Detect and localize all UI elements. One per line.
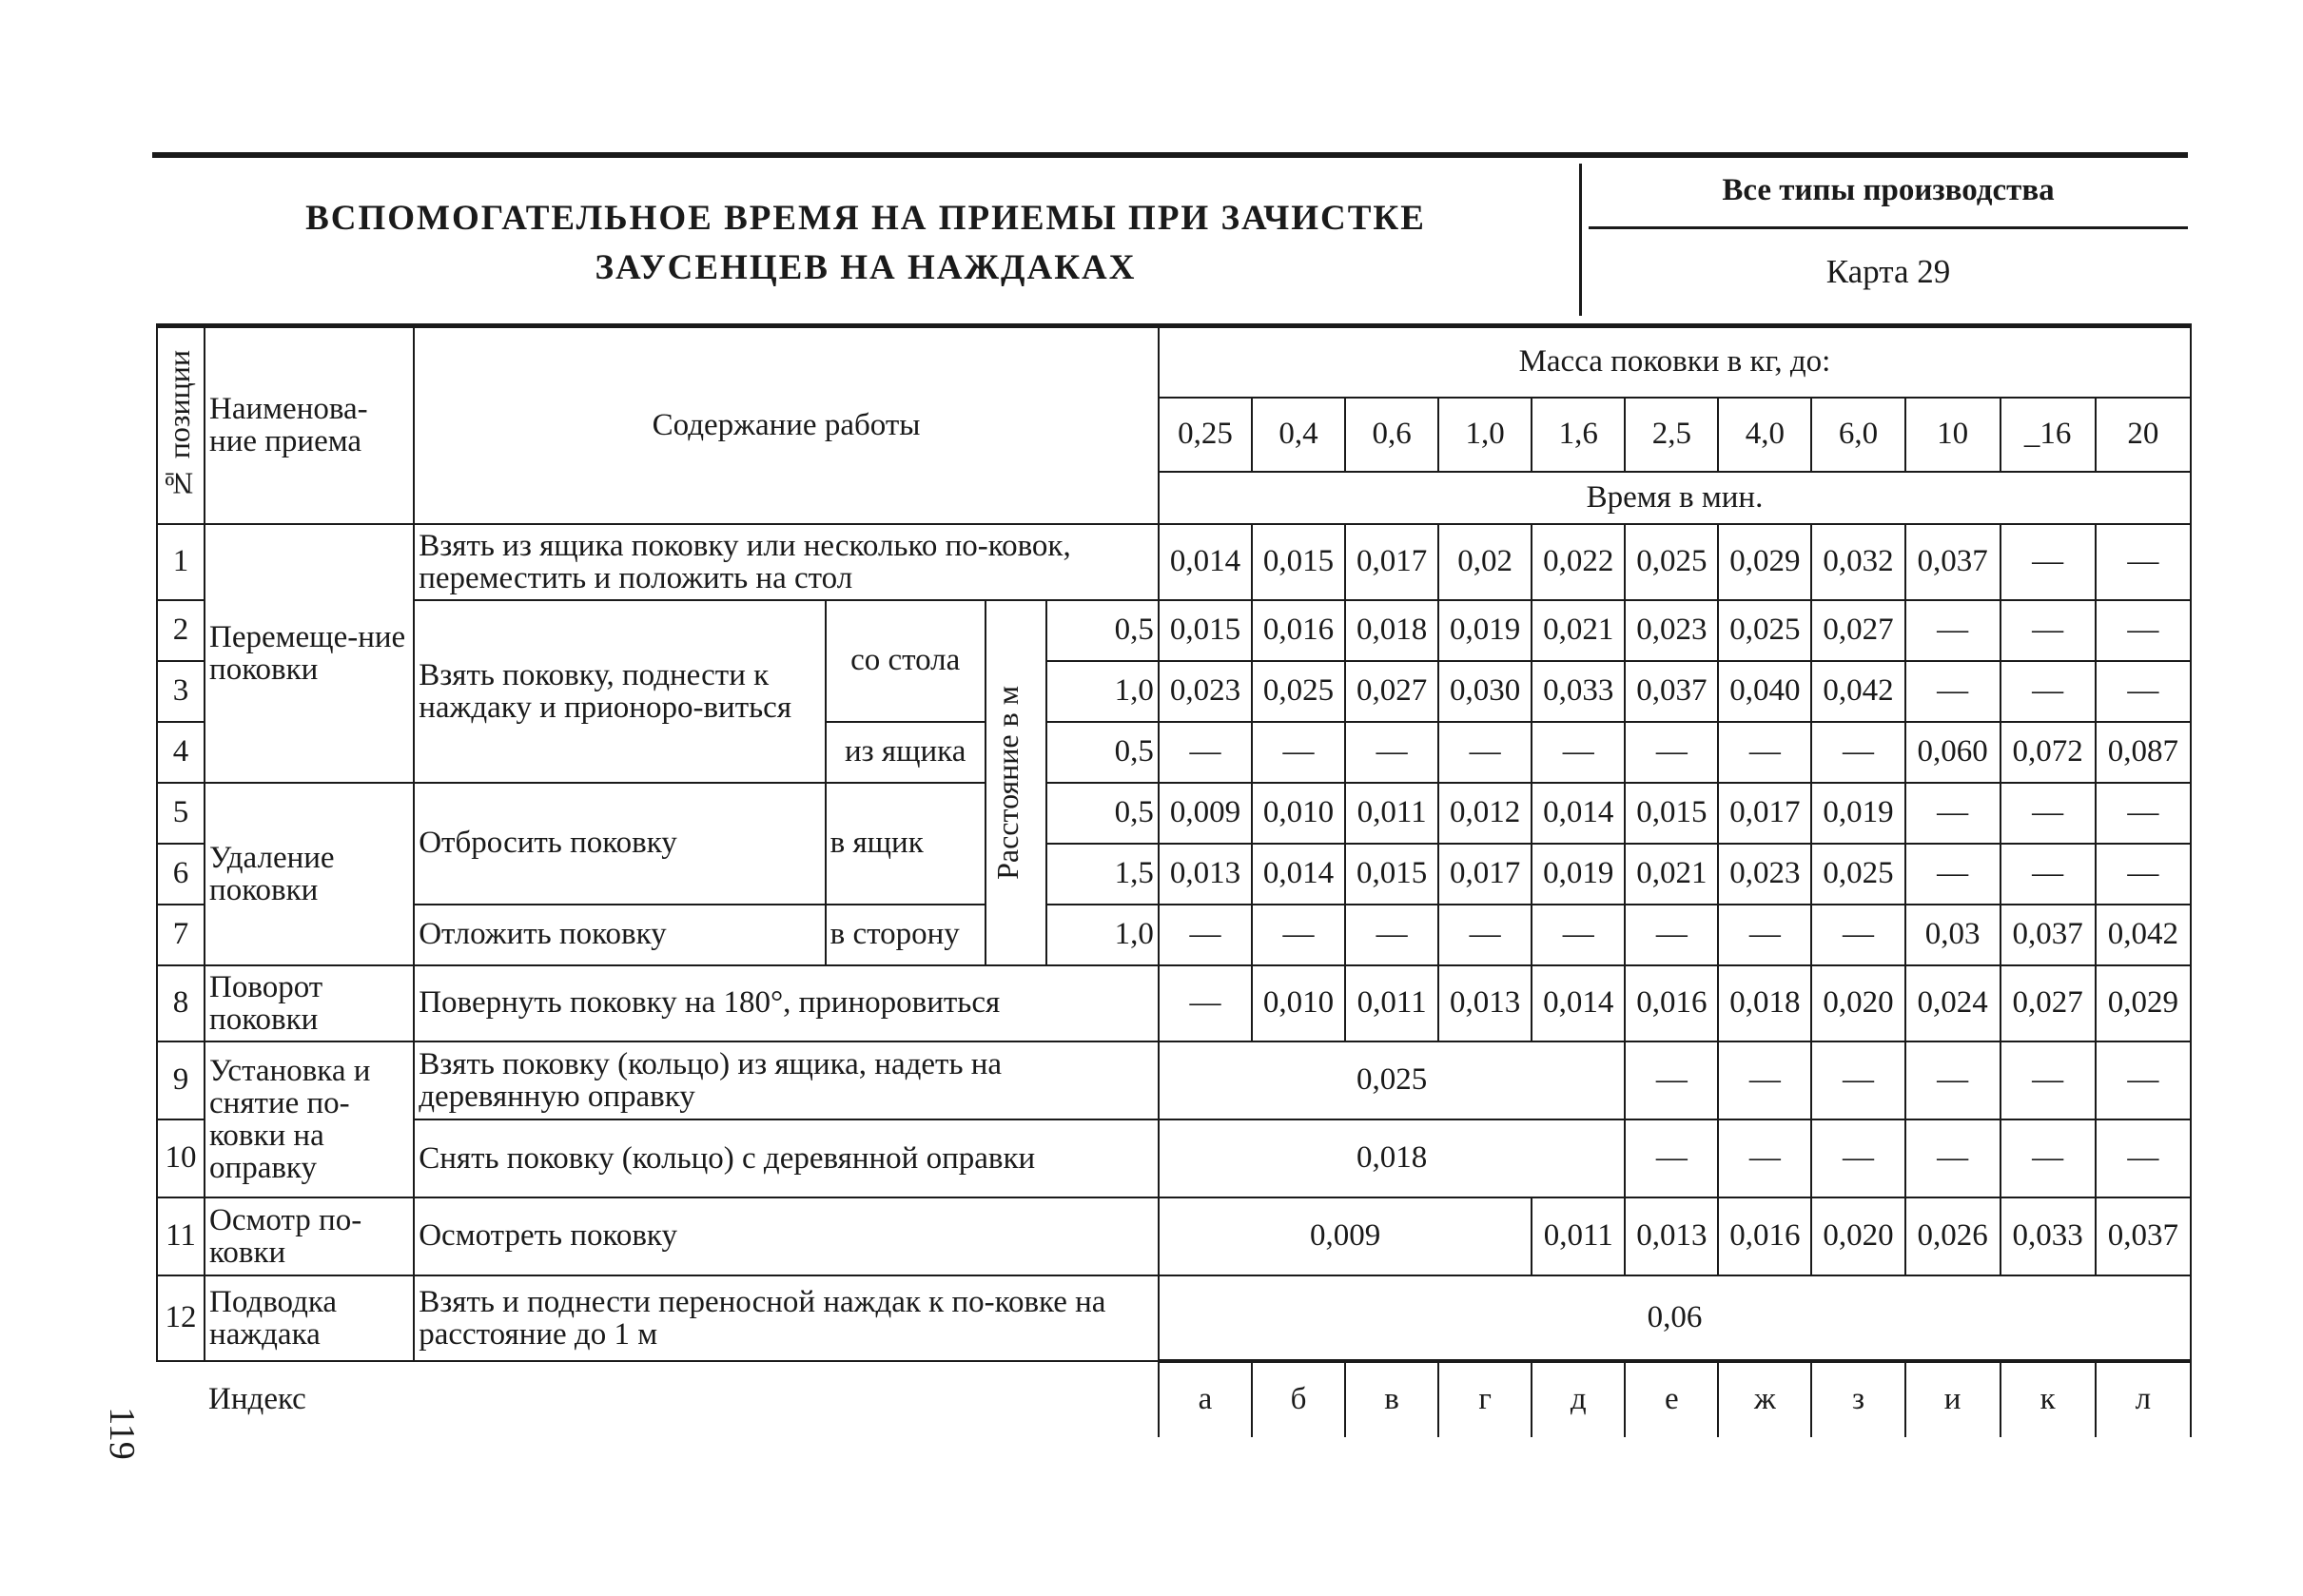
- cell: —: [2000, 1119, 2096, 1197]
- distance-value: 1,0: [1046, 661, 1159, 722]
- index-letter: л: [2096, 1361, 2191, 1437]
- merged-value: 0,025: [1159, 1041, 1625, 1119]
- cell: 0,014: [1252, 844, 1345, 905]
- mass-9: _16: [2000, 398, 2096, 472]
- row-no: 6: [157, 844, 205, 905]
- row-name: Подводка наждака: [205, 1275, 414, 1361]
- cell: —: [1625, 722, 1718, 783]
- index-letter: е: [1625, 1361, 1718, 1437]
- cell: 0,011: [1532, 1197, 1625, 1275]
- mass-3: 1,0: [1438, 398, 1532, 472]
- merged-value: 0,018: [1159, 1119, 1625, 1197]
- row-no: 5: [157, 783, 205, 844]
- cell: 0,017: [1718, 783, 1811, 844]
- cell: 0,037: [2000, 905, 2096, 965]
- cell: 0,037: [1905, 524, 2000, 600]
- header-separator: [1579, 164, 1582, 316]
- cell: —: [1718, 722, 1811, 783]
- row-content: Снять поковку (кольцо) с деревянной оправки: [414, 1119, 1159, 1197]
- cell: —: [1159, 722, 1252, 783]
- cell: —: [2000, 661, 2096, 722]
- cell: —: [2096, 524, 2191, 600]
- distance-value: 1,0: [1046, 905, 1159, 965]
- cell: —: [1625, 905, 1718, 965]
- row-name: Осмотр по-ковки: [205, 1197, 414, 1275]
- cell: 0,033: [1532, 661, 1625, 722]
- cell: 0,026: [1905, 1197, 2000, 1275]
- cell: 0,015: [1252, 524, 1345, 600]
- document-title: [152, 194, 1579, 293]
- cell: 0,010: [1252, 783, 1345, 844]
- row-content: Взять поковку (кольцо) из ящика, надеть на деревянную оправку: [414, 1041, 1159, 1119]
- cell: —: [2096, 844, 2191, 905]
- cell: 0,042: [1811, 661, 1904, 722]
- cell: 0,016: [1718, 1197, 1811, 1275]
- cell: —: [1718, 1119, 1811, 1197]
- cell: —: [1905, 1041, 2000, 1119]
- cell: —: [1905, 600, 2000, 661]
- index-letter: г: [1438, 1361, 1532, 1437]
- row-no: 1: [157, 524, 205, 600]
- cell: —: [2096, 783, 2191, 844]
- mass-4: 1,6: [1532, 398, 1625, 472]
- production-types: Все типы производства: [1722, 173, 2055, 207]
- table-row: [157, 600, 2191, 661]
- cell: —: [1905, 783, 2000, 844]
- cell: —: [1905, 661, 2000, 722]
- title-line-1: ВСПОМОГАТЕЛЬНОЕ ВРЕМЯ НА ПРИЕМЫ ПРИ ЗАЧИСТКЕ: [305, 199, 1426, 238]
- cell: —: [1811, 722, 1904, 783]
- cell: 0,027: [1811, 600, 1904, 661]
- distance-value: 1,5: [1046, 844, 1159, 905]
- cell: 0,020: [1811, 965, 1904, 1041]
- document-header: [152, 152, 2188, 316]
- from-table: со стола: [826, 600, 986, 722]
- to-side: в сторону: [826, 905, 986, 965]
- cell: 0,019: [1532, 844, 1625, 905]
- cell: —: [1811, 1119, 1904, 1197]
- distance-value: 0,5: [1046, 600, 1159, 661]
- title-line-2: ЗАУСЕНЦЕВ НА НАЖДАКАХ: [595, 248, 1137, 287]
- cell: 0,013: [1625, 1197, 1718, 1275]
- cell: —: [2000, 783, 2096, 844]
- index-letter: и: [1905, 1361, 2000, 1437]
- index-letter: з: [1811, 1361, 1904, 1437]
- table-row: [157, 783, 2191, 844]
- row-no: 4: [157, 722, 205, 783]
- table-row: [157, 1119, 2191, 1197]
- cell: 0,020: [1811, 1197, 1904, 1275]
- cell: —: [1625, 1041, 1718, 1119]
- cell: —: [1438, 905, 1532, 965]
- cell: —: [2000, 1041, 2096, 1119]
- mass-8: 10: [1905, 398, 2000, 472]
- distance-header: Расстояние в м: [986, 600, 1046, 965]
- cell: —: [1252, 722, 1345, 783]
- cell: —: [1811, 905, 1904, 965]
- mass-6: 4,0: [1718, 398, 1811, 472]
- cell: —: [1625, 1119, 1718, 1197]
- index-row: [157, 1361, 2191, 1437]
- table-row: [157, 524, 2191, 600]
- row-content: Отложить поковку: [414, 905, 825, 965]
- row-name: Поворот поковки: [205, 965, 414, 1041]
- cell: 0,022: [1532, 524, 1625, 600]
- cell: —: [1532, 905, 1625, 965]
- header-rule: [152, 152, 2188, 158]
- cell: —: [1159, 905, 1252, 965]
- cell: 0,025: [1811, 844, 1904, 905]
- cell: —: [2000, 524, 2096, 600]
- cell: —: [1811, 1041, 1904, 1119]
- cell: 0,025: [1252, 661, 1345, 722]
- mass-2: 0,6: [1345, 398, 1438, 472]
- mass-5: 2,5: [1625, 398, 1718, 472]
- row-no: 12: [157, 1275, 205, 1361]
- row-no: 2: [157, 600, 205, 661]
- group-remove: Удаление поковки: [205, 783, 414, 965]
- cell: —: [1345, 905, 1438, 965]
- row-no: 8: [157, 965, 205, 1041]
- cell: 0,011: [1345, 783, 1438, 844]
- cell: 0,023: [1625, 600, 1718, 661]
- row-content: Повернуть поковку на 180°, приноровиться: [414, 965, 1159, 1041]
- cell: 0,042: [2096, 905, 2191, 965]
- cell: —: [1252, 905, 1345, 965]
- cell: —: [2096, 1119, 2191, 1197]
- cell: 0,072: [2000, 722, 2096, 783]
- row-content: Взять из ящика поковку или несколько по-ковок, переместить и положить на стол: [414, 524, 1159, 600]
- cell: 0,012: [1438, 783, 1532, 844]
- header-row-1: [157, 326, 2191, 398]
- cell: 0,024: [1905, 965, 2000, 1041]
- cell: 0,013: [1438, 965, 1532, 1041]
- index-letter: б: [1252, 1361, 1345, 1437]
- cell: —: [1159, 965, 1252, 1041]
- table-row: [157, 1197, 2191, 1275]
- row-content: Взять и поднести переносной наждак к по-ковке на расстояние до 1 м: [414, 1275, 1159, 1361]
- cell: 0,040: [1718, 661, 1811, 722]
- cell: —: [1718, 1041, 1811, 1119]
- cell: 0,023: [1718, 844, 1811, 905]
- row-no: 7: [157, 905, 205, 965]
- page-number: 119: [101, 1407, 142, 1460]
- cell: —: [1532, 722, 1625, 783]
- cell: 0,015: [1625, 783, 1718, 844]
- cell: 0,023: [1159, 661, 1252, 722]
- cell: —: [2000, 600, 2096, 661]
- distance-value: 0,5: [1046, 722, 1159, 783]
- pos-no-header: № позиции: [157, 326, 205, 524]
- name-header: Наименова-ние приема: [205, 326, 414, 524]
- cell: 0,037: [1625, 661, 1718, 722]
- cell: 0,015: [1159, 600, 1252, 661]
- mass-7: 6,0: [1811, 398, 1904, 472]
- index-letter: к: [2000, 1361, 2096, 1437]
- cell: —: [1438, 722, 1532, 783]
- cell: 0,010: [1252, 965, 1345, 1041]
- cell: 0,037: [2096, 1197, 2191, 1275]
- cell: 0,019: [1811, 783, 1904, 844]
- cell: —: [1905, 844, 2000, 905]
- mass-10: 20: [2096, 398, 2191, 472]
- cell: —: [2096, 661, 2191, 722]
- cell: 0,018: [1718, 965, 1811, 1041]
- mass-header: Масса поковки в кг, до:: [1159, 326, 2191, 398]
- into-box: в ящик: [826, 783, 986, 905]
- cell: 0,060: [1905, 722, 2000, 783]
- mass-1: 0,4: [1252, 398, 1345, 472]
- index-letter: ж: [1718, 1361, 1811, 1437]
- cell: 0,027: [1345, 661, 1438, 722]
- row-no: 11: [157, 1197, 205, 1275]
- cell: —: [1345, 722, 1438, 783]
- time-norms-table: [156, 323, 2192, 1437]
- cell: 0,017: [1438, 844, 1532, 905]
- cell: 0,019: [1438, 600, 1532, 661]
- throw-content: Отбросить поковку: [414, 783, 825, 905]
- cell: 0,009: [1159, 783, 1252, 844]
- cell: 0,021: [1532, 600, 1625, 661]
- take-lift-content: Взять поковку, поднести к наждаку и прионоро-виться: [414, 600, 825, 783]
- row-no: 3: [157, 661, 205, 722]
- cell: 0,014: [1532, 965, 1625, 1041]
- cell: 0,087: [2096, 722, 2191, 783]
- cell: 0,017: [1345, 524, 1438, 600]
- cell: 0,029: [1718, 524, 1811, 600]
- cell: 0,032: [1811, 524, 1904, 600]
- cell: 0,011: [1345, 965, 1438, 1041]
- table-row: [157, 905, 2191, 965]
- cell: 0,030: [1438, 661, 1532, 722]
- cell: —: [2096, 600, 2191, 661]
- cell: —: [2000, 844, 2096, 905]
- cell: 0,02: [1438, 524, 1532, 600]
- cell: 0,029: [2096, 965, 2191, 1041]
- cell: 0,033: [2000, 1197, 2096, 1275]
- table-row: [157, 1041, 2191, 1119]
- cell: 0,027: [2000, 965, 2096, 1041]
- cell: 0,013: [1159, 844, 1252, 905]
- row-no: 10: [157, 1119, 205, 1197]
- merged-value: 0,06: [1159, 1275, 2191, 1361]
- distance-value: 0,5: [1046, 783, 1159, 844]
- time-header: Время в мин.: [1159, 472, 2191, 524]
- cell: —: [2096, 1041, 2191, 1119]
- cell: 0,03: [1905, 905, 2000, 965]
- group-move: Перемеще-ние поковки: [205, 524, 414, 783]
- cell: —: [1905, 1119, 2000, 1197]
- row-no: 9: [157, 1041, 205, 1119]
- cell: 0,014: [1159, 524, 1252, 600]
- index-letter: в: [1345, 1361, 1438, 1437]
- card-number: Карта 29: [1825, 253, 1951, 290]
- merged-value: 0,009: [1159, 1197, 1532, 1275]
- content-header: Содержание работы: [414, 326, 1159, 524]
- cell: 0,015: [1345, 844, 1438, 905]
- index-letter: а: [1159, 1361, 1252, 1437]
- group-mount: Установка и снятие по-ковки на оправку: [205, 1041, 414, 1197]
- cell: 0,021: [1625, 844, 1718, 905]
- cell: 0,014: [1532, 783, 1625, 844]
- table-row: [157, 1275, 2191, 1361]
- cell: 0,025: [1625, 524, 1718, 600]
- index-spacer: [157, 1361, 205, 1437]
- from-box: из ящика: [826, 722, 986, 783]
- table-row: [157, 965, 2191, 1041]
- cell: —: [1718, 905, 1811, 965]
- cell: 0,025: [1718, 600, 1811, 661]
- mass-0: 0,25: [1159, 398, 1252, 472]
- cell: 0,016: [1252, 600, 1345, 661]
- row-content: Осмотреть поковку: [414, 1197, 1159, 1275]
- cell: 0,016: [1625, 965, 1718, 1041]
- index-letter: д: [1532, 1361, 1625, 1437]
- index-label: Индекс: [208, 1381, 306, 1416]
- header-box-divider: [1589, 226, 2188, 229]
- cell: 0,018: [1345, 600, 1438, 661]
